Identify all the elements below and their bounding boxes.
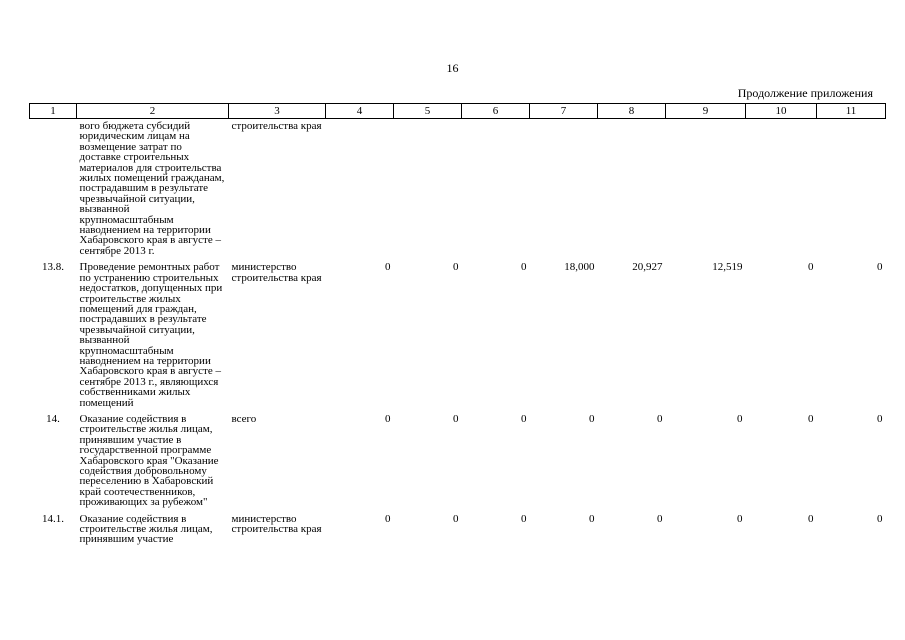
row-value-11: 0 [877,512,883,525]
row-value-5 [394,119,462,263]
header-col-7: 7 [530,104,598,119]
row-value-8: 0 [657,412,663,425]
header-col-6: 6 [462,104,530,119]
row-description: Проведение ремонтных работ по устранению строительных недостатков, допущенных при строительстве жилых помещений для граждан, пострадавших в результате чрезвычайной ситуации, вызванной крупномасштабным наводнением на территории Хабаровского края в августе – сентябре 2013 г., являющихся собственниками жилых помещений [79,261,223,409]
header-col-5: 5 [394,104,462,119]
table-row [30,414,886,514]
header-col-10: 10 [746,104,817,119]
row-executor: всего [231,412,257,425]
row-executor: министерство строительства края [231,512,322,536]
row-value-10 [746,119,817,263]
header-col-8: 8 [598,104,666,119]
row-number: 14. [46,412,60,425]
header-col-3: 3 [229,104,326,119]
row-value-10: 0 [808,261,814,274]
row-value-7: 18,000 [564,261,595,274]
row-executor: министерство строительства края [231,261,322,284]
row-value-10: 0 [808,412,814,425]
row-value-8 [598,119,666,263]
appendix-table [29,103,886,551]
header-col-2: 2 [77,104,229,119]
row-value-9: 12,519 [712,261,743,274]
row-value-11 [817,119,886,263]
row-value-7 [530,119,598,263]
header-row [30,104,886,119]
row-value-6: 0 [521,412,527,425]
row-value-7: 0 [589,512,595,525]
row-value-6: 0 [521,512,527,525]
table-row [30,119,886,263]
continuation-label: Продолжение приложения [737,86,873,100]
header-col-1: 1 [30,104,77,119]
row-value-11: 0 [877,261,883,274]
row-value-4: 0 [385,512,391,525]
row-number [30,119,77,263]
row-value-4: 0 [385,412,391,425]
row-value-4: 0 [385,261,391,274]
header-col-11: 11 [817,104,886,119]
row-value-9: 0 [737,512,743,525]
row-value-4 [326,119,394,263]
row-value-5: 0 [453,261,459,274]
row-value-7: 0 [589,412,595,425]
row-value-9 [666,119,746,263]
row-value-8: 0 [657,512,663,525]
header-col-9: 9 [666,104,746,119]
row-description: Оказание содействия в строительстве жилья лицам, принявшим участие в государственной программе Хабаровского края "Оказание содействия добровольному переселению в Хабаровский край соотечественников, проживающих за рубежом" [79,412,219,509]
row-value-8: 20,927 [632,261,663,274]
row-number: 14.1. [42,512,64,525]
row-value-11: 0 [877,412,883,425]
row-executor: строительства края [231,120,322,132]
row-value-6: 0 [521,261,527,274]
row-value-10: 0 [808,512,814,525]
row-value-5: 0 [453,412,459,425]
row-number: 13.8. [42,261,64,274]
row-value-9: 0 [737,412,743,425]
table-row [30,514,886,551]
row-value-6 [462,119,530,263]
row-description: вого бюджета субсидий юридическим лицам на возмещение затрат по доставке строительных материалов для строительства жилых помещений гражданам, пострадавшим в результате чрезвычайной ситуации, вызванной крупномасштабным наводнением на территории Хабаровского края в августе – сентябре 2013 г. [79,120,225,257]
page-number: 16 [446,61,459,75]
row-description: Оказание содействия в строительстве жилья лицам, принявшим участие [79,512,213,546]
row-value-5: 0 [453,512,459,525]
header-col-4: 4 [326,104,394,119]
table-row [30,262,886,414]
